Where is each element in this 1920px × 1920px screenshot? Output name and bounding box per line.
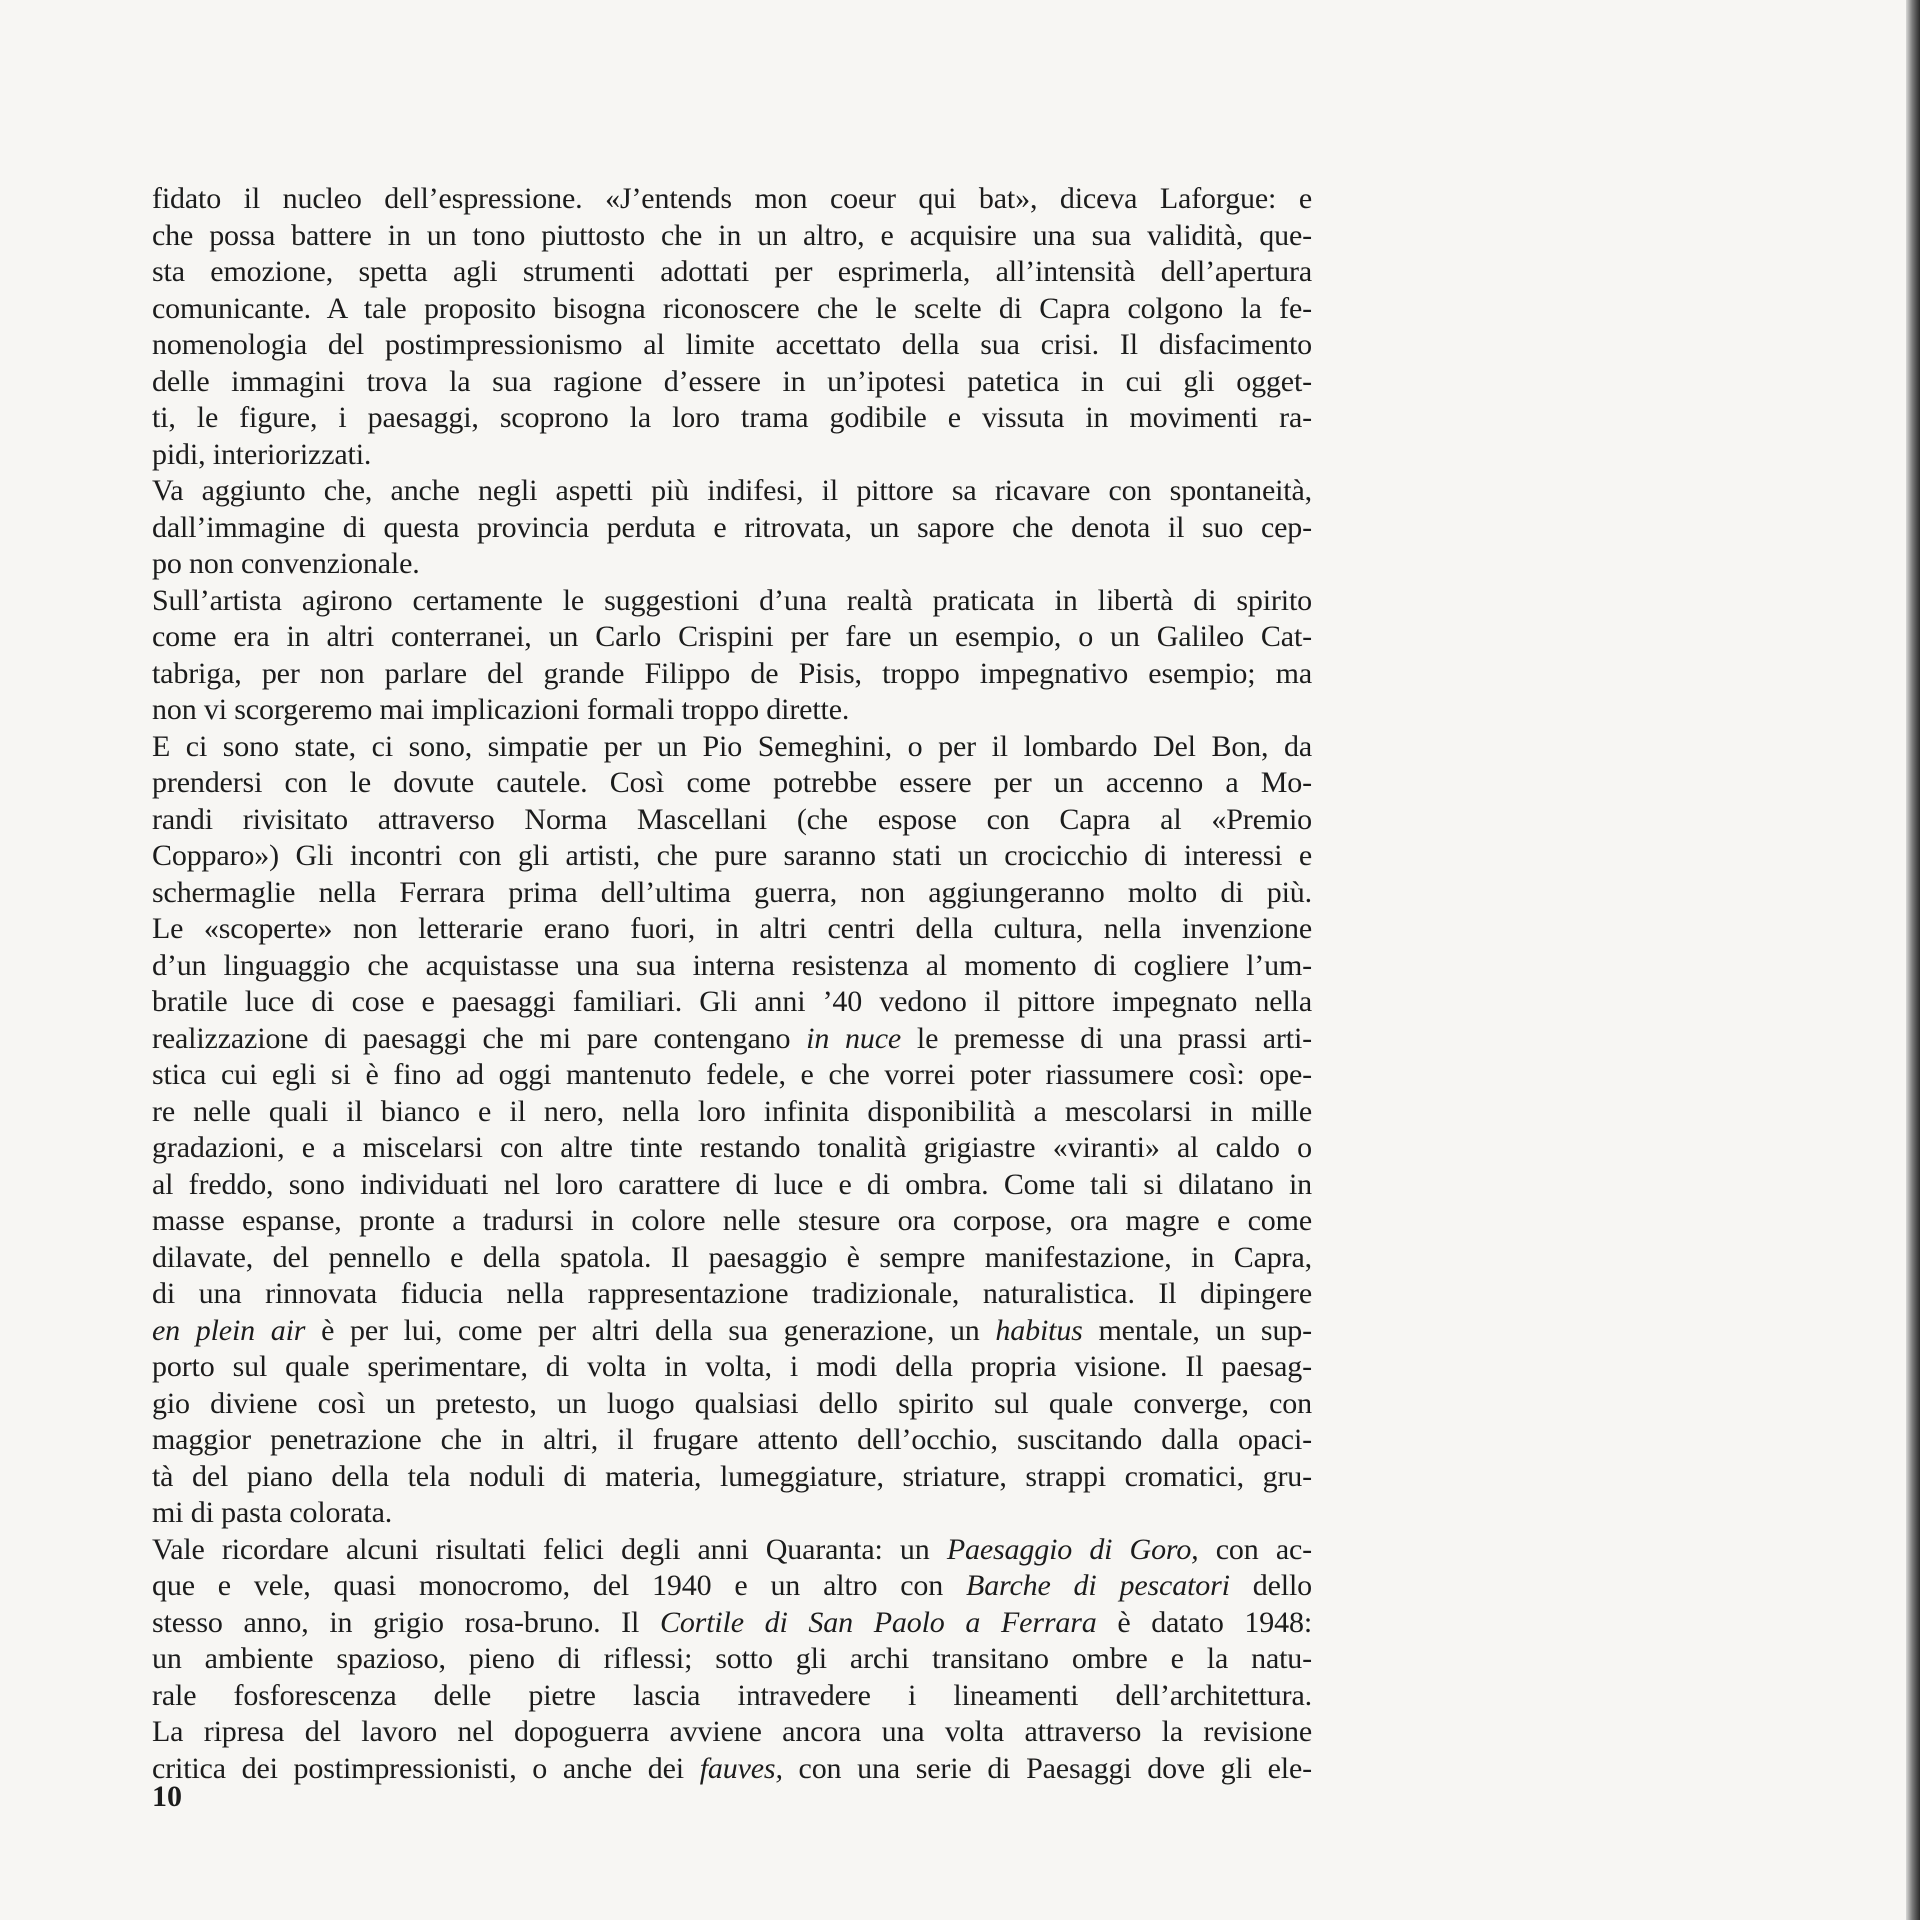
text-line: po non convenzionale. (152, 547, 420, 580)
text-line: d’un linguaggio che acquistasse una sua interna resistenza al momento di cogliere l’um- (152, 948, 1312, 982)
text-line: Vale ricordare alcuni risultati felici degli anni Quaranta: un Paesaggio di Goro, con ac- (152, 1532, 1312, 1566)
text-line: un ambiente spazioso, pieno di riflessi; sotto gli archi transitano ombre e la natu- (152, 1642, 1312, 1675)
text-line: stesso anno, in grigio rosa-bruno. Il Cortile di San Paolo a Ferrara è datato 1948: (152, 1605, 1312, 1639)
text-line: masse espanse, pronte a tradursi in colore nelle stesure ora corpose, ora magre e come (152, 1204, 1312, 1237)
text-line: stica cui egli si è fino ad oggi mantenuto fedele, e che vorrei poter riassumere così: ope- (152, 1058, 1312, 1091)
text-line: prendersi con le dovute cautele. Così come potrebbe essere per un accenno a Mo- (152, 766, 1312, 799)
text-line: dall’immagine di questa provincia perduta e ritrovata, un sapore che denota il suo cep- (152, 510, 1312, 544)
text-line: al freddo, sono individuati nel loro carattere di luce e di ombra. Come tali si dilatano in (152, 1167, 1312, 1201)
text-line: dilavate, del pennello e della spatola. Il paesaggio è sempre manifestazione, in Capra, (152, 1240, 1312, 1274)
text-line: sta emozione, spetta agli strumenti adottati per esprimerla, all’intensità dell’apertura (152, 255, 1312, 288)
text-line: Va aggiunto che, anche negli aspetti più indifesi, il pittore sa ricavare con spontaneità, (152, 474, 1312, 507)
text-line: gio diviene così un pretesto, un luogo qualsiasi dello spirito sul quale converge, con (152, 1386, 1312, 1420)
text-line: comunicante. A tale proposito bisogna riconoscere che le scelte di Capra colgono la fe- (152, 291, 1312, 325)
text-line: di una rinnovata fiducia nella rappresentazione tradizionale, naturalistica. Il dipingere (152, 1277, 1312, 1310)
text-line: bratile luce di cose e paesaggi familiari. Gli anni ’40 vedono il pittore impegnato nella (152, 985, 1312, 1018)
text-line: critica dei postimpressionisti, o anche dei fauves, con una serie di Paesaggi dove gli ele- (152, 1751, 1312, 1785)
text-line: Sull’artista agirono certamente le suggestioni d’una realtà praticata in libertà di spirito (152, 583, 1312, 617)
text-line: non vi scorgeremo mai implicazioni formali troppo dirette. (152, 693, 850, 726)
text-line: randi rivisitato attraverso Norma Mascellani (che espose con Capra al «Premio (152, 802, 1312, 836)
text-line: che possa battere in un tono piuttosto che in un altro, e acquisire una sua validità, que- (152, 218, 1312, 252)
text-line: come era in altri conterranei, un Carlo Crispini per fare un esempio, o un Galileo Cat- (152, 620, 1312, 653)
text-line: realizzazione di paesaggi che mi pare contengano in nuce le premesse di una prassi arti- (152, 1021, 1312, 1055)
text-line: schermaglie nella Ferrara prima dell’ultima guerra, non aggiungeranno molto di più. (152, 875, 1312, 909)
text-line: rale fosforescenza delle pietre lascia intravedere i lineamenti dell’architettura. (152, 1678, 1312, 1712)
text-line: mi di pasta colorata. (152, 1496, 393, 1529)
text-line: nomenologia del postimpressionismo al limite accettato della sua crisi. Il disfacimento (152, 328, 1312, 361)
text-line: gradazioni, e a miscelarsi con altre tinte restando tonalità grigiastre «viranti» al caldo o (152, 1131, 1312, 1164)
text-line: maggior penetrazione che in altri, il frugare attento dell’occhio, suscitando dalla opaci- (152, 1423, 1312, 1456)
text-line: que e vele, quasi monocromo, del 1940 e un altro con Barche di pescatori dello (152, 1569, 1312, 1602)
text-line: fidato il nucleo dell’espressione. «J’entends mon coeur qui bat», diceva Laforgue: e (152, 182, 1312, 215)
text-line: Le «scoperte» non letterarie erano fuori, in altri centri della cultura, nella invenzione (152, 912, 1312, 945)
text-line: tà del piano della tela noduli di materia, lumeggiature, striature, strappi cromatici, gru- (152, 1459, 1312, 1493)
text-line: pidi, interiorizzati. (152, 437, 372, 471)
text-line: La ripresa del lavoro nel dopoguerra avviene ancora una volta attraverso la revisione (152, 1715, 1312, 1748)
text-line: re nelle quali il bianco e il nero, nella loro infinita disponibilità a mescolarsi in mille (152, 1094, 1312, 1128)
text-line: delle immagini trova la sua ragione d’essere in un’ipotesi patetica in cui gli ogget- (152, 364, 1312, 398)
body-text (152, 181, 1312, 1787)
page-number: 10 (152, 1780, 182, 1813)
text-line: E ci sono state, ci sono, simpatie per un Pio Semeghini, o per il lombardo Del Bon, da (152, 729, 1312, 763)
text-line: en plein air è per lui, come per altri della sua generazione, un habitus mentale, un sup- (152, 1313, 1312, 1347)
page-edge-shadow (1906, 0, 1920, 1920)
text-line: tabriga, per non parlare del grande Filippo de Pisis, troppo impegnativo esempio; ma (152, 656, 1312, 690)
text-line: porto sul quale sperimentare, di volta in volta, i modi della propria visione. Il paesag- (152, 1350, 1312, 1383)
text-line: ti, le figure, i paesaggi, scoprono la loro trama godibile e vissuta in movimenti ra- (152, 401, 1312, 434)
text-line: Copparo») Gli incontri con gli artisti, che pure saranno stati un crocicchio di interessi e (152, 839, 1312, 872)
